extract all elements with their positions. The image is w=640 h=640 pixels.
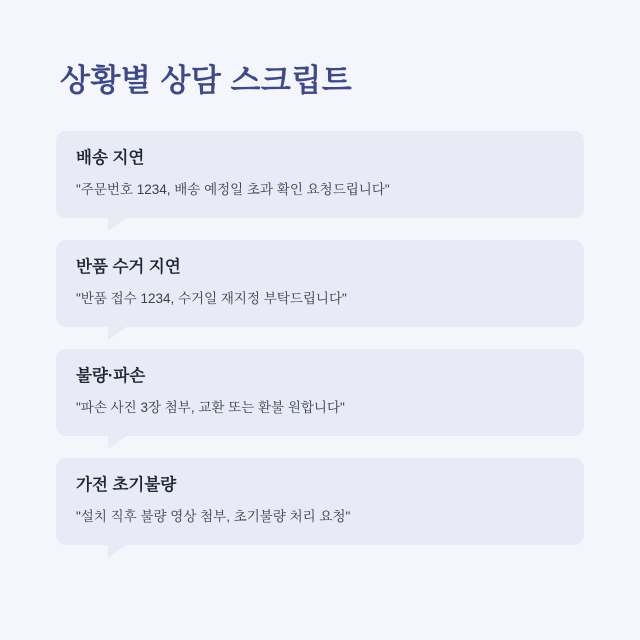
script-card-list <box>56 131 584 545</box>
script-card-quote: "반품 접수 1234, 수거일 재지정 부탁드립니다" <box>76 291 347 307</box>
script-card <box>56 131 584 218</box>
script-card-title: 반품 수거 지연 <box>76 257 181 276</box>
script-card <box>56 458 584 545</box>
script-card-quote: "파손 사진 3장 첨부, 교환 또는 환불 원합니다" <box>76 400 345 416</box>
script-card-title: 불량·파손 <box>76 366 146 385</box>
page-title: 상황별 상담 스크립트 <box>60 63 353 98</box>
script-card <box>56 240 584 327</box>
script-card-title: 배송 지연 <box>76 148 145 167</box>
script-card-title: 가전 초기불량 <box>76 475 177 494</box>
script-card-quote: "설치 직후 불량 영상 첨부, 초기불량 처리 요청" <box>76 509 351 525</box>
script-card <box>56 349 584 436</box>
script-card-quote: "주문번호 1234, 배송 예정일 초과 확인 요청드립니다" <box>76 182 390 198</box>
